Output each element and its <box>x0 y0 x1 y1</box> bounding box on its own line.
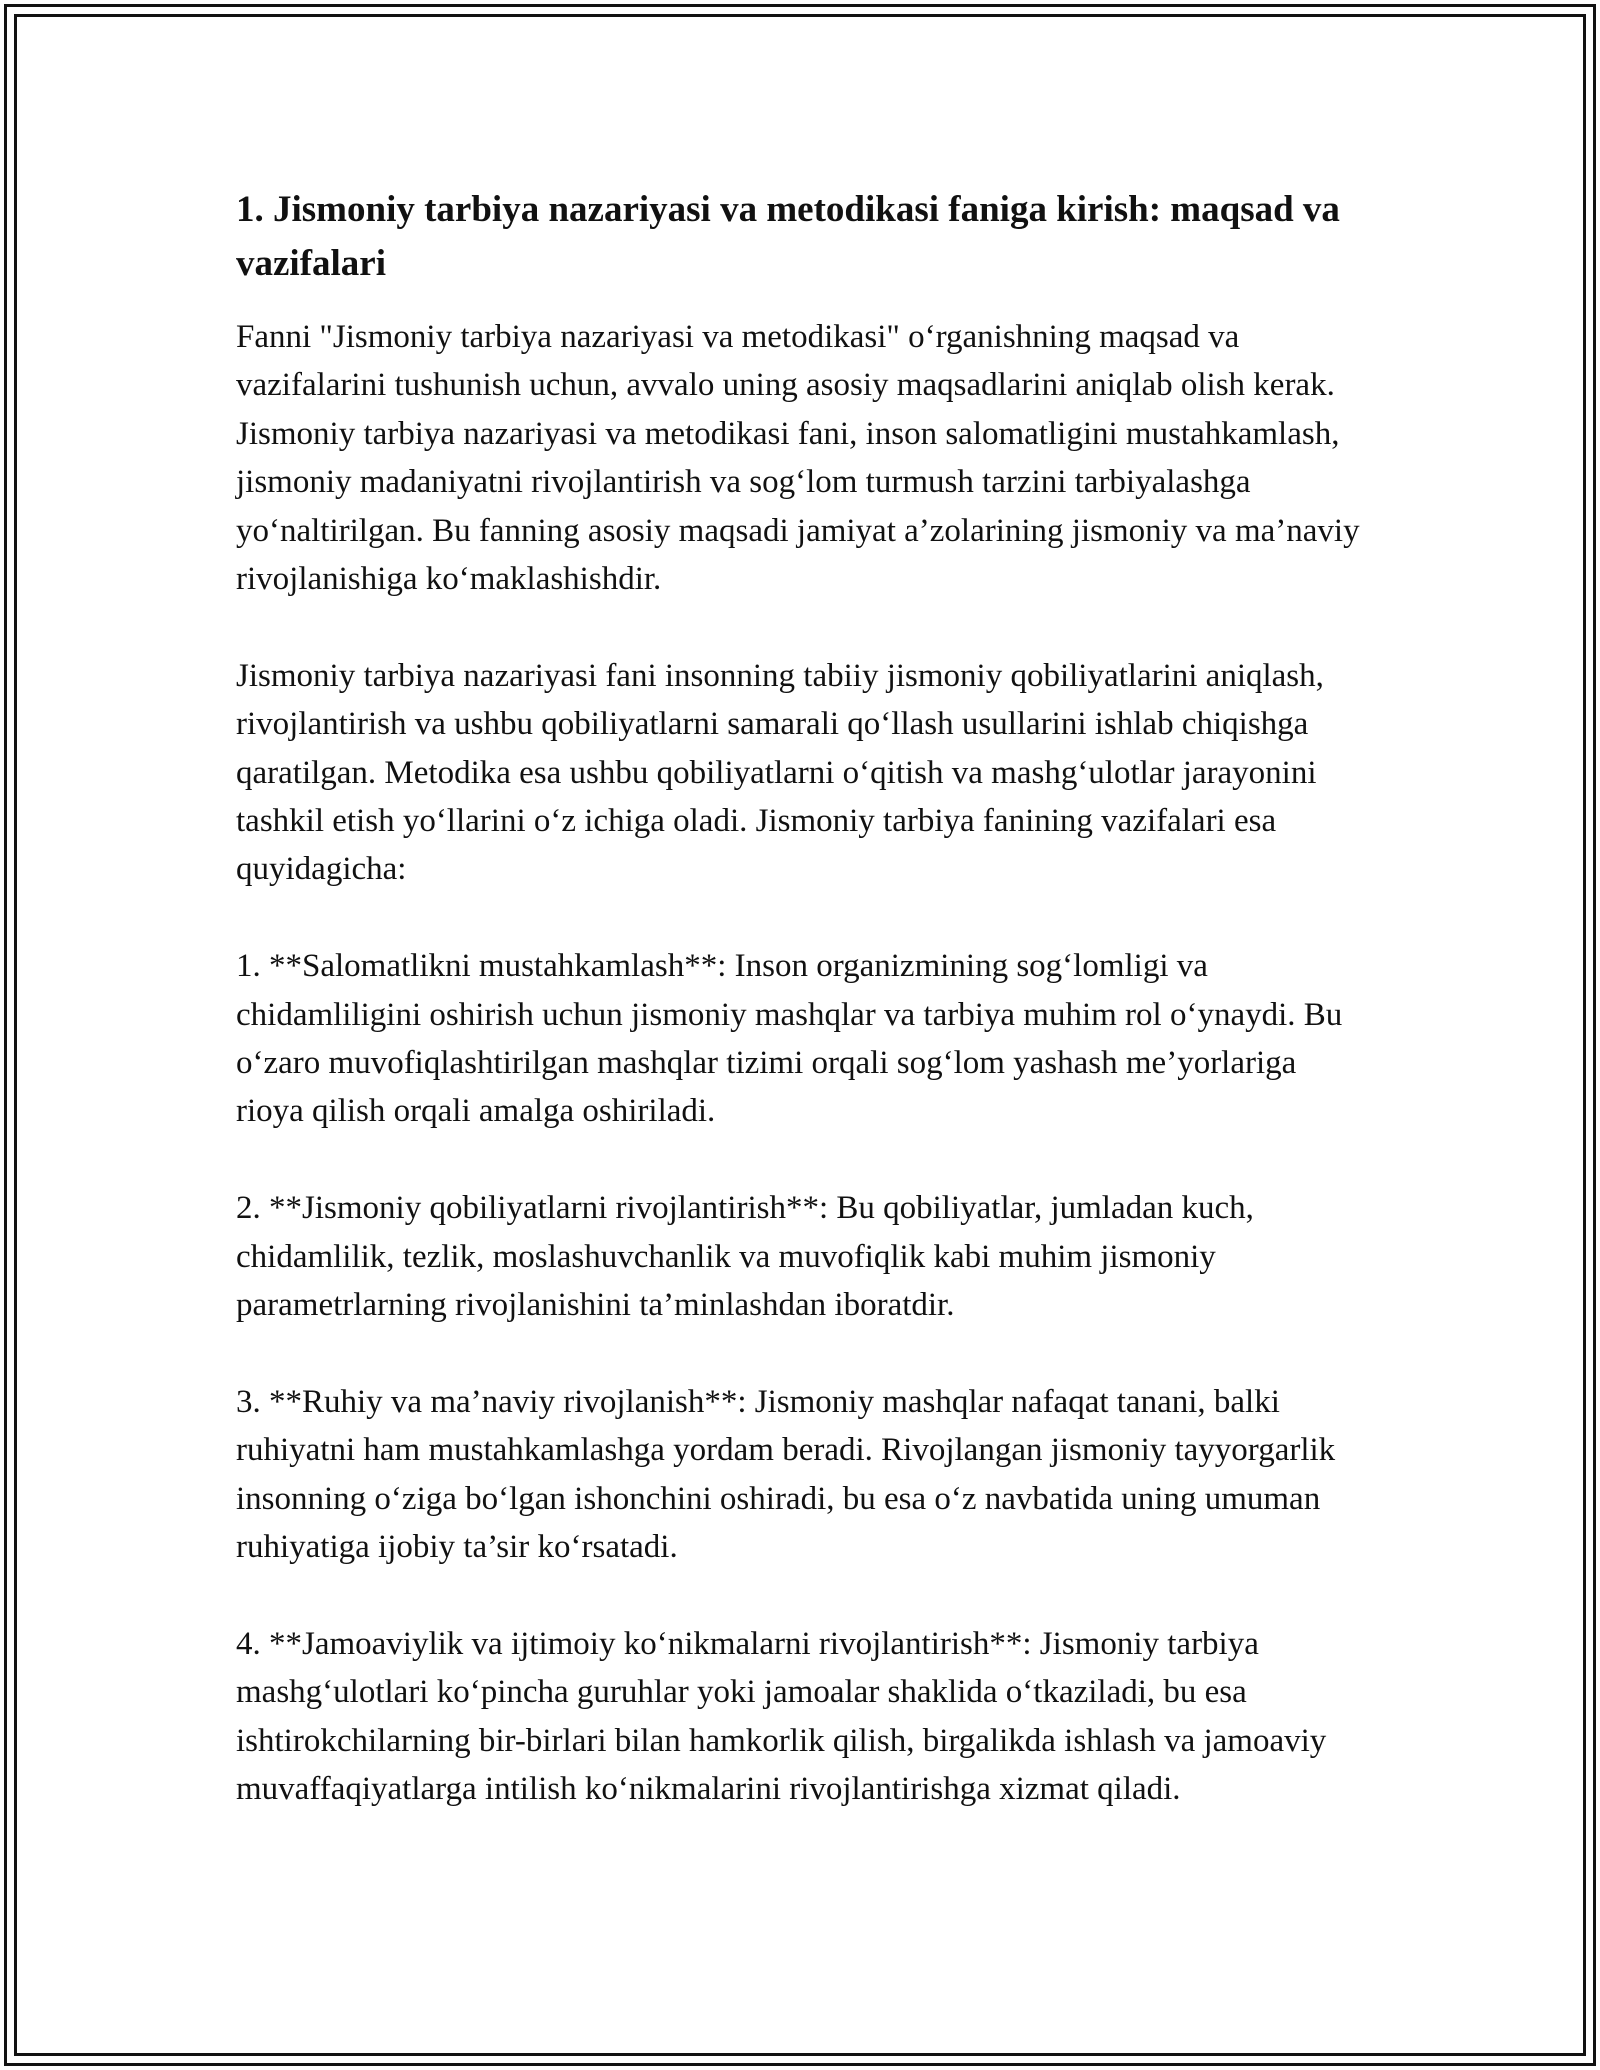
tasks-overview-paragraph: Jismoniy tarbiya nazariyasi fani insonning tabiiy jismoniy qobiliyatlarini aniqlash, rivojlantirish va ushbu qobiliyatlarni samarali qo‘llash usullarini ishlab chiqishga qaratilgan. Metodika esa ushbu qobiliyatlarni o‘qitish va mashg‘ulotlar jarayonini tashkil etish yo‘llarini o‘z ichiga oladi. Jismoniy tarbiya fanining vazifalari esa quyidagicha: <box>236 657 1324 888</box>
paragraph-spacer <box>236 1329 1366 1377</box>
intro-paragraph: Fanni "Jismoniy tarbiya nazariyasi va metodikasi" o‘rganishning maqsad va vazifalarini tushunish uchun, avvalo uning asosiy maqsadlarini aniqlab olish kerak. Jismoniy tarbiya nazariyasi va metodikasi fani, inson salomatligini mustahkamlash, jismoniy madaniyatni rivojlantirish va sog‘lom turmush tarzini tarbiyalashga yo‘naltirilgan. Bu fanning asosiy maqsadi jamiyat a’zolarining jismoniy va ma’naviy rivojlanishiga ko‘maklashishdir. <box>236 319 1360 598</box>
task-item-health: 1. **Salomatlikni mustahkamlash**: Inson organizmining sog‘lomligi va chidamliligini oshirish uchun jismoniy mashqlar va tarbiya muhim rol o‘ynaydi. Bu o‘zaro muvofiqlashtirilgan mashqlar tizimi orqali sog‘lom yashash me’yorlariga rioya qilish orqali amalga oshiriladi. <box>236 948 1343 1130</box>
document-title: 1. Jismoniy tarbiya nazariyasi va metodikasi faniga kirish: maqsad va vazifalari <box>236 189 1340 284</box>
paragraph-spacer <box>236 1136 1366 1184</box>
document-body <box>236 183 1366 1814</box>
paragraph-spacer <box>236 603 1366 651</box>
paragraph-spacer <box>236 1572 1366 1620</box>
task-item-mental-development: 3. **Ruhiy va ma’naviy rivojlanish**: Jismoniy mashqlar nafaqat tanani, balki ruhiyatni ham mustahkamlashga yordam beradi. Rivojlangan jismoniy tayyorgarlik insonning o‘ziga bo‘lgan ishonchini oshiradi, bu esa o‘z navbatida uning umuman ruhiyatiga ijobiy ta’sir ko‘rsatadi. <box>236 1383 1336 1566</box>
task-item-physical-abilities: 2. **Jismoniy qobiliyatlarni rivojlantirish**: Bu qobiliyatlar, jumladan kuch, chidamlilik, tezlik, moslashuvchanlik va muvofiqlik kabi muhim jismoniy parametrlarning rivojlanishini ta’minlashdan iboratdir. <box>236 1190 1254 1324</box>
paragraph-spacer <box>236 894 1366 942</box>
task-item-social-skills: 4. **Jamoaviylik va ijtimoiy ko‘nikmalarni rivojlantirish**: Jismoniy tarbiya mashg‘ulotlari ko‘pincha guruhlar yoki jamoalar shaklida o‘tkaziladi, bu esa ishtirokchilarning bir-birlari bilan hamkorlik qilish, birgalikda ishlash va jamoaviy muvaffaqiyatlarga intilish ko‘nikmalarini rivojlantirishga xizmat qiladi. <box>236 1625 1327 1808</box>
